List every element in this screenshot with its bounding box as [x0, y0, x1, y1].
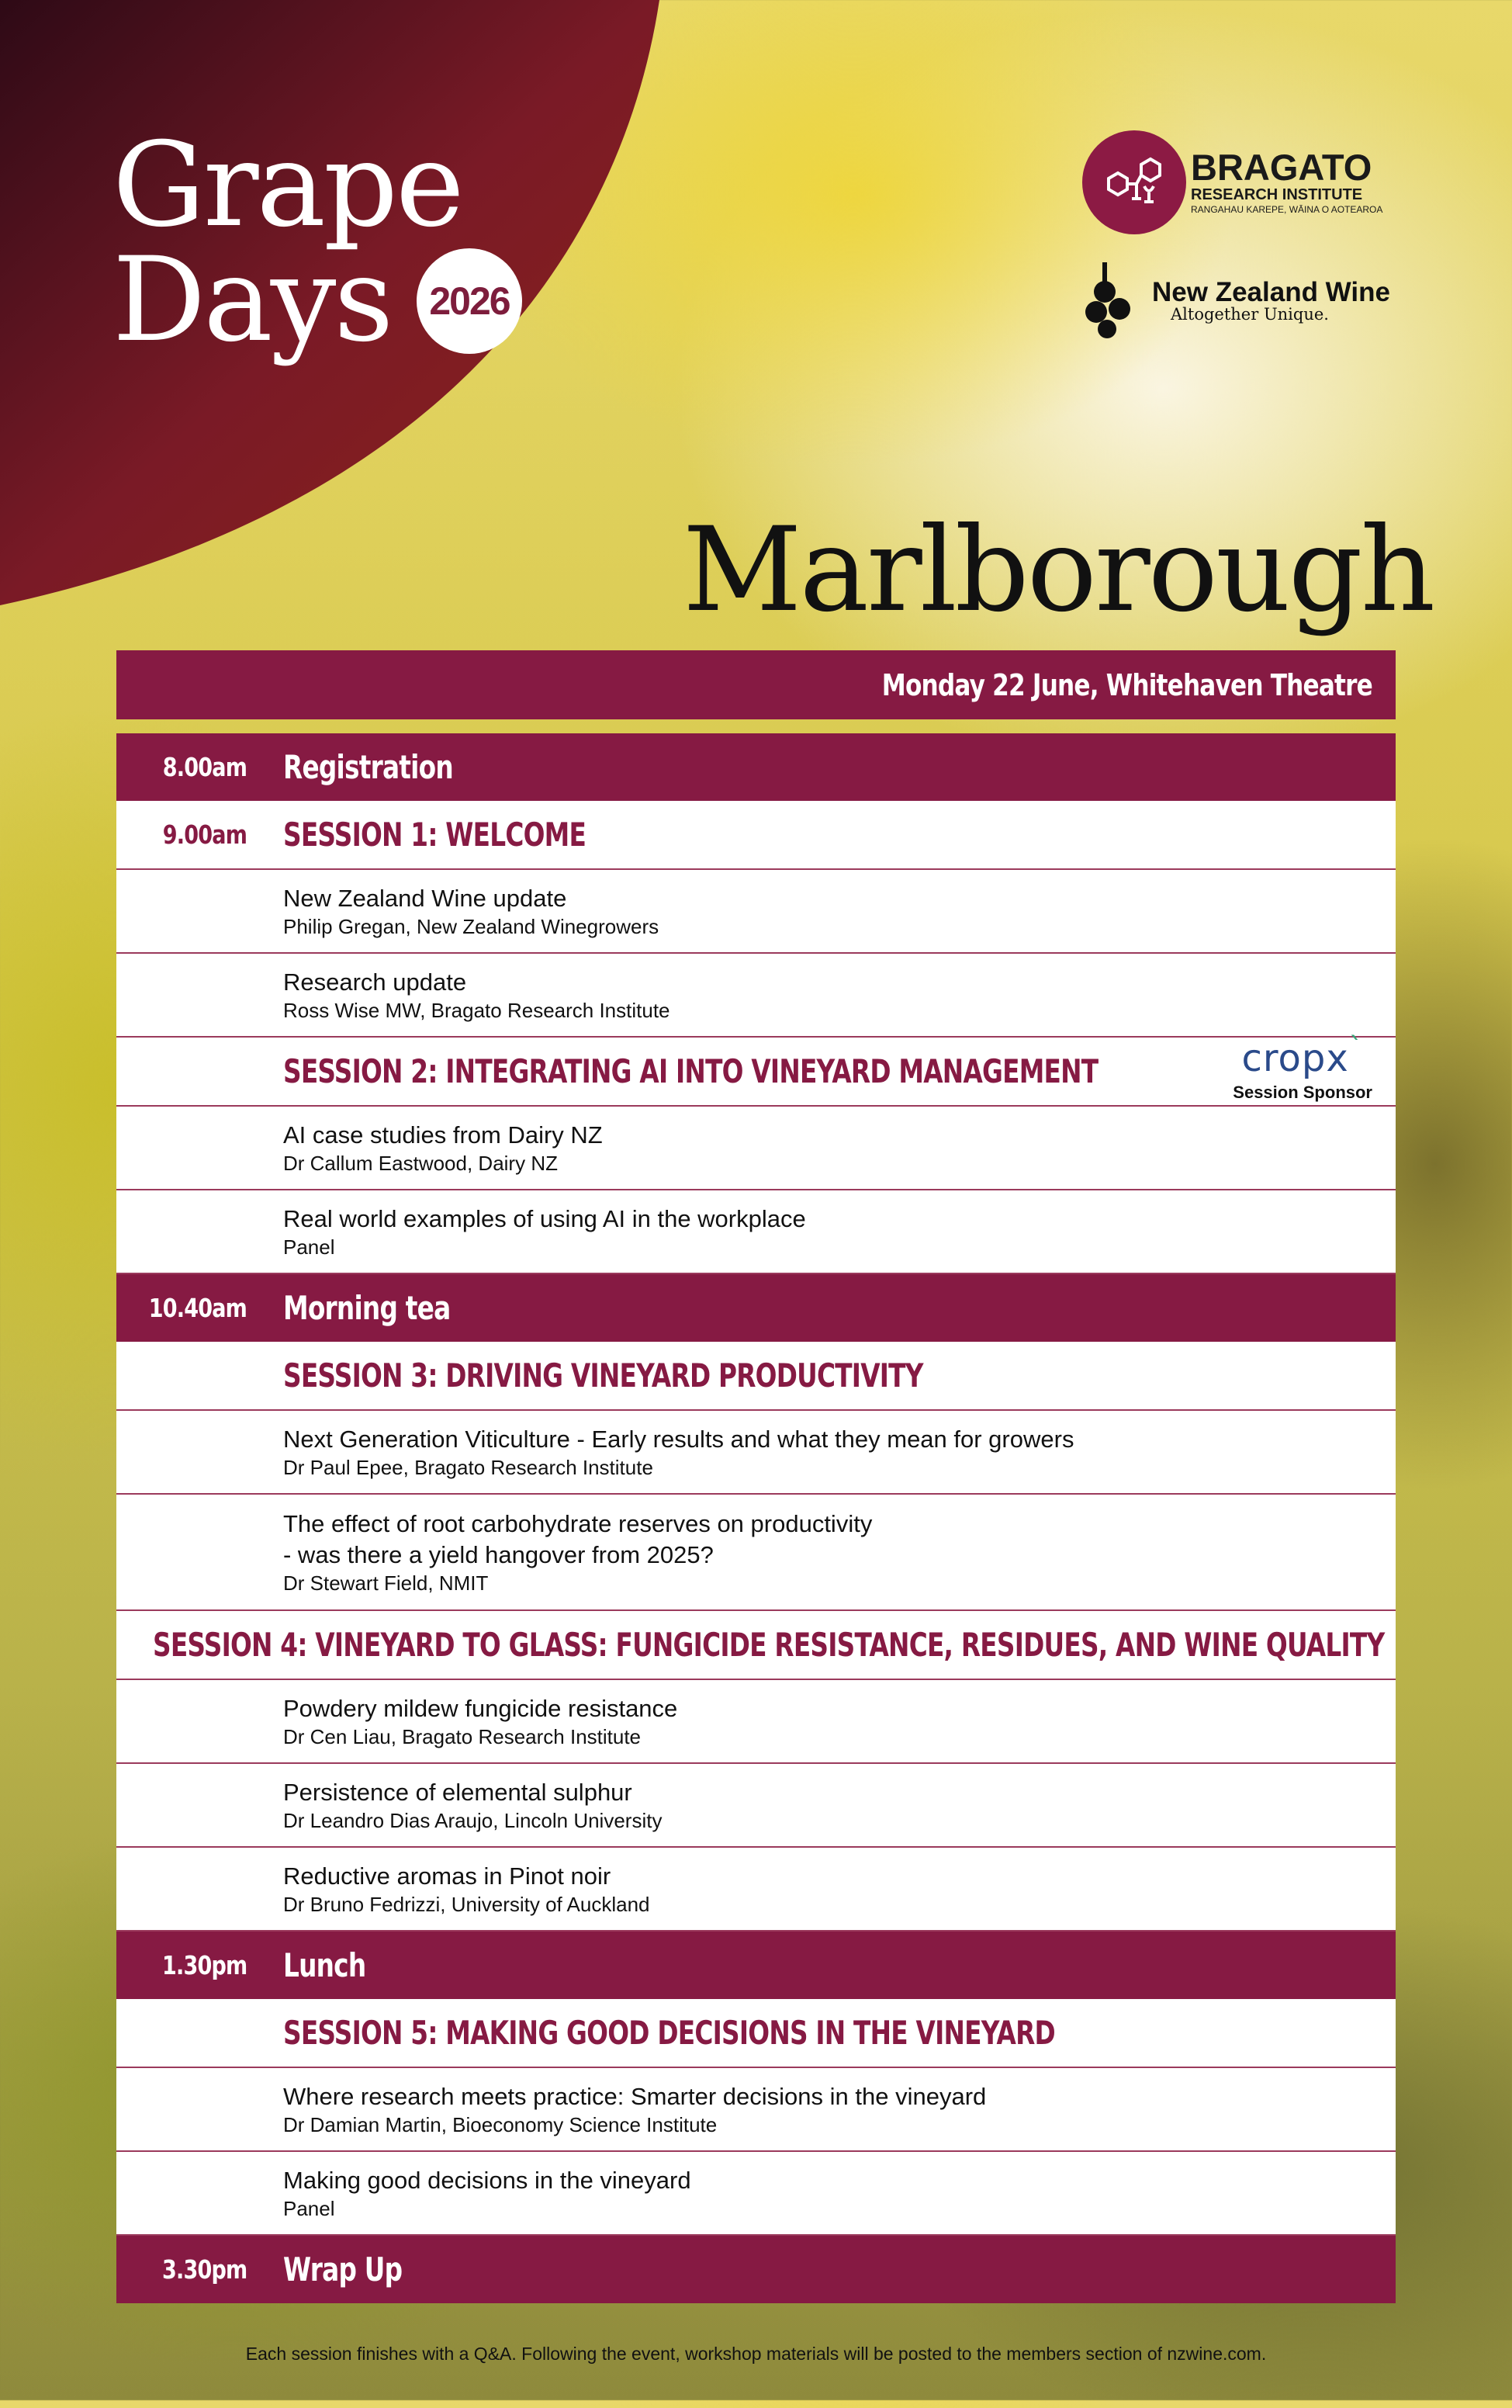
session-row	[116, 1611, 1396, 1680]
time-label: 3.30pm	[161, 2254, 247, 2285]
row-content	[283, 1289, 497, 1327]
talk-row	[116, 1848, 1396, 1932]
break-label: Morning tea	[283, 1289, 451, 1327]
nz-wine-tagline: Altogether Unique.	[1171, 305, 1329, 324]
talk-row	[116, 1190, 1396, 1274]
row-content	[283, 967, 670, 1023]
row-content	[283, 1052, 1328, 1090]
talk-speaker: Panel	[283, 2197, 335, 2220]
session-title: SESSION 5: MAKING GOOD DECISIONS IN THE VINEYARD	[283, 2014, 1055, 2052]
date-venue: Monday 22 June, Whitehaven Theatre	[881, 667, 1372, 702]
row-content	[283, 2014, 1273, 2052]
row-content	[283, 1424, 1074, 1480]
talk-title: Making good decisions in the vineyard	[283, 2167, 691, 2194]
grape-cluster-icon	[1081, 262, 1143, 340]
time-cell	[116, 2254, 247, 2285]
cropx-leaf-icon: ˋ	[1348, 1032, 1364, 1064]
bragato-maori: RANGAHAU KAREPE, WĀINA O AOTEAROA	[1191, 204, 1383, 215]
talk-title: Powdery mildew fungicide resistance	[283, 1695, 678, 1722]
row-content	[283, 1861, 650, 1917]
row-content	[283, 748, 501, 786]
talk-speaker: Dr Bruno Fedrizzi, University of Auckland	[283, 1893, 650, 1916]
bragato-logo	[1082, 130, 1382, 234]
time-cell	[116, 819, 247, 850]
row-content	[283, 1204, 806, 1259]
session-title: SESSION 3: DRIVING VINEYARD PRODUCTIVITY	[283, 1356, 923, 1395]
talk-title-line2: - was there a yield hangover from 2025?	[283, 1541, 714, 1568]
schedule-list	[116, 733, 1396, 2303]
time-label: 10.40am	[148, 1293, 247, 1323]
talk-speaker: Dr Stewart Field, NMIT	[283, 1571, 489, 1595]
talk-row	[116, 2068, 1396, 2152]
cropx-logo	[1233, 1032, 1372, 1083]
event-title	[112, 118, 462, 368]
time-cell	[116, 752, 247, 782]
row-content	[283, 2165, 691, 2221]
row-content	[283, 1693, 677, 1749]
talk-title: Next Generation Viticulture - Early results and what they mean for growers	[283, 1426, 1074, 1453]
session-row	[116, 1032, 1396, 1107]
talk-speaker: Panel	[283, 1235, 335, 1259]
time-label: 1.30pm	[161, 1950, 247, 1980]
row-content	[283, 1509, 872, 1596]
session-title: SESSION 4: VINEYARD TO GLASS: FUNGICIDE RESISTANCE, RESIDUES, AND WINE QUALITY	[153, 1626, 1385, 1664]
talk-title: Research update	[283, 968, 467, 996]
break-row	[116, 733, 1396, 801]
break-label: Registration	[283, 748, 453, 786]
talk-title: Where research meets practice: Smarter decisions in the vineyard	[283, 2083, 987, 2110]
row-content	[283, 1120, 603, 1176]
event-title-line2: Days	[112, 233, 392, 368]
talk-title: New Zealand Wine update	[283, 885, 567, 912]
nz-wine-logo	[1081, 262, 1390, 340]
session-row	[116, 1342, 1396, 1411]
session-title: SESSION 2: INTEGRATING AI INTO VINEYARD MANAGEMENT	[283, 1052, 1099, 1090]
schedule-panel	[116, 650, 1396, 2408]
row-content	[283, 1356, 1103, 1395]
bragato-name: BRAGATO	[1191, 147, 1372, 188]
bragato-molecule-icon	[1082, 130, 1186, 234]
talk-row	[116, 870, 1396, 954]
break-label: Wrap Up	[283, 2250, 403, 2288]
row-content	[153, 1626, 1512, 1664]
talk-row	[116, 954, 1396, 1038]
footer-note: Each session finishes with a Q&A. Following the event, workshop materials will be posted to the members section of nzwine.com.	[245, 2344, 1267, 2364]
talk-title: Reductive aromas in Pinot noir	[283, 1862, 611, 1890]
talk-row	[116, 1107, 1396, 1190]
time-cell	[116, 1293, 247, 1323]
time-label: 8.00am	[162, 752, 247, 782]
sponsor-label: Session Sponsor	[1233, 1083, 1372, 1102]
talk-speaker: Dr Damian Martin, Bioeconomy Science Institute	[283, 2113, 718, 2136]
session-sponsor	[1233, 1032, 1372, 1102]
session-row	[116, 801, 1396, 870]
nz-wine-name: New Zealand Wine	[1152, 277, 1390, 307]
talk-title: Persistence of elemental sulphur	[283, 1779, 632, 1806]
talk-title: AI case studies from Dairy NZ	[283, 1121, 603, 1149]
row-content	[283, 1777, 662, 1833]
break-row	[116, 2236, 1396, 2303]
cropx-logo-text: cropx	[1241, 1037, 1349, 1080]
region-title: Marlborough	[683, 503, 1434, 638]
talk-title: Real world examples of using AI in the workplace	[283, 1205, 806, 1232]
talk-speaker: Dr Leandro Dias Araujo, Lincoln University	[283, 1809, 663, 1832]
talk-speaker: Dr Paul Epee, Bragato Research Institute	[283, 1456, 653, 1479]
talk-title: The effect of root carbohydrate reserves on productivity	[283, 1510, 873, 1537]
talk-speaker: Dr Callum Eastwood, Dairy NZ	[283, 1152, 558, 1175]
talk-row	[116, 1680, 1396, 1764]
row-content	[283, 816, 671, 854]
time-label: 9.00am	[162, 819, 247, 850]
row-content	[283, 2250, 436, 2288]
row-content	[283, 2081, 986, 2137]
event-title-line1: Grape	[112, 118, 462, 253]
date-venue-bar	[116, 650, 1396, 719]
break-row	[116, 1932, 1396, 1999]
row-content	[283, 883, 659, 939]
talk-row	[116, 1411, 1396, 1495]
row-content	[283, 1946, 389, 1984]
talk-speaker: Philip Gregan, New Zealand Winegrowers	[283, 915, 659, 938]
year-badge: 2026	[417, 248, 522, 354]
bragato-subtitle: RESEARCH INSTITUTE	[1191, 186, 1363, 203]
talk-speaker: Dr Cen Liau, Bragato Research Institute	[283, 1725, 642, 1748]
talk-row	[116, 2152, 1396, 2236]
break-label: Lunch	[283, 1946, 366, 1984]
talk-speaker: Ross Wise MW, Bragato Research Institute	[283, 999, 670, 1022]
session-title: SESSION 1: WELCOME	[283, 816, 586, 854]
break-row	[116, 1274, 1396, 1342]
talk-row	[116, 1764, 1396, 1848]
session-row	[116, 1999, 1396, 2068]
time-cell	[116, 1950, 247, 1980]
talk-row	[116, 1495, 1396, 1611]
